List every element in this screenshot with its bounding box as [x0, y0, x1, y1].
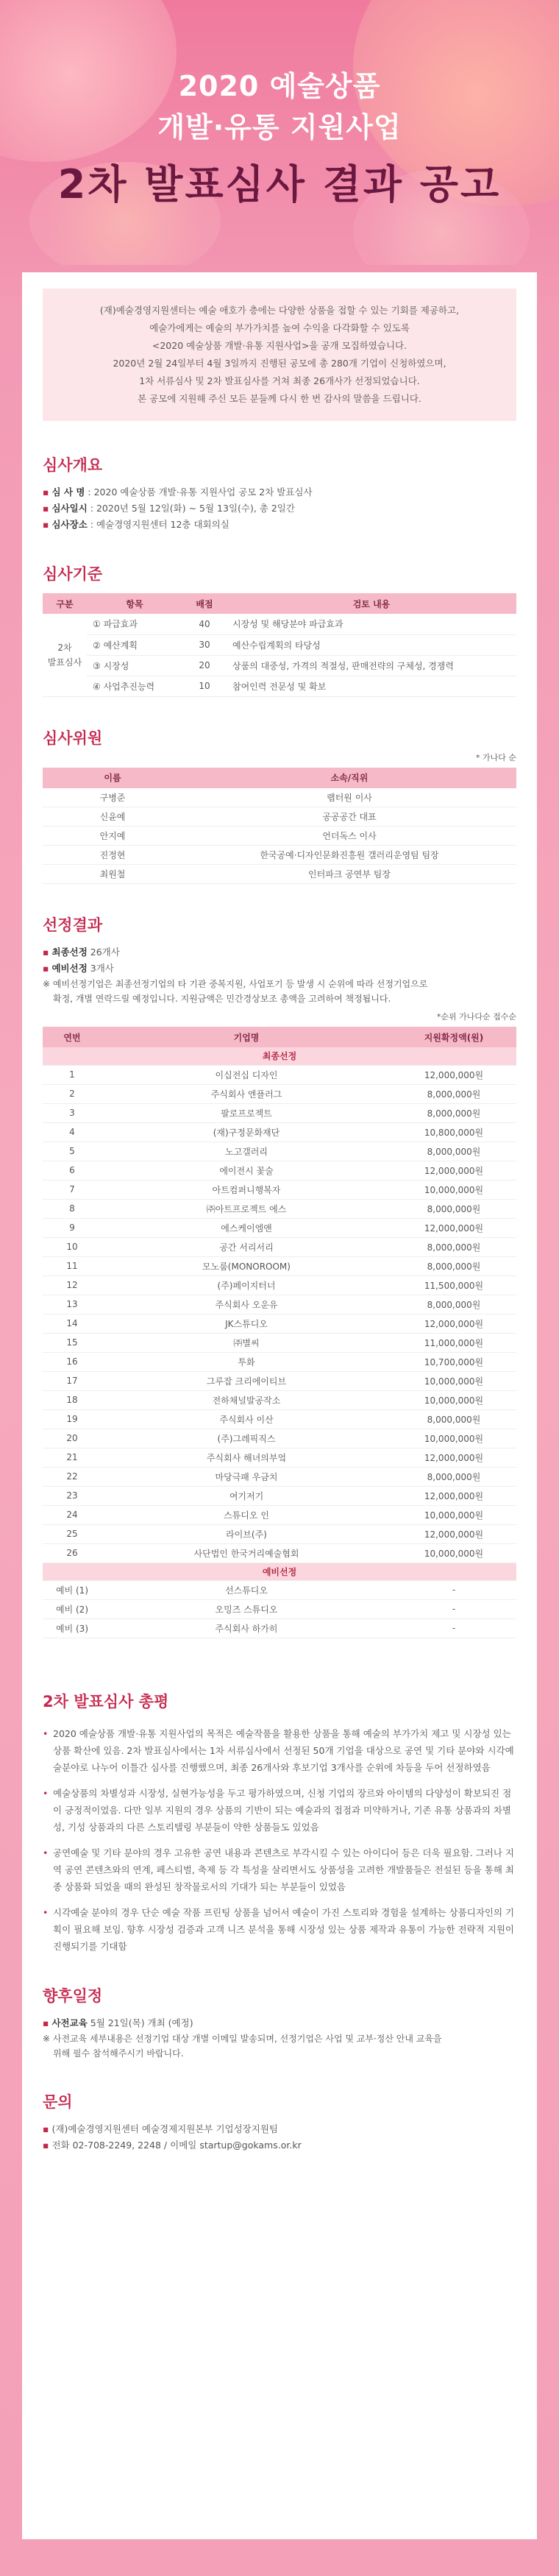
table-cell: 24 [43, 1505, 102, 1524]
result-summary: ▪ 예비선정 3개사 [43, 963, 114, 974]
table-cell: 주식회사 엔플러그 [102, 1084, 391, 1103]
table-cell: 14 [43, 1314, 102, 1333]
table-cell: 8,000,000원 [391, 1084, 516, 1103]
intro-line: 2020년 2월 24일부터 4월 3일까지 진행된 공모에 총 280개 기업이 신청하였으며, [113, 358, 446, 369]
table-cell: 전하채널발공작소 [102, 1390, 391, 1409]
review-section [43, 1690, 516, 1955]
result-note: ※ 예비선정기업은 최종선정기업의 타 기관 중복지원, 사업포기 등 발생 시 순위에 따라 선정기업으로 [43, 979, 428, 989]
table-cell: 17 [43, 1371, 102, 1390]
table-row [43, 1314, 516, 1333]
table-cell: 안지예 [43, 827, 182, 846]
table-cell: 1 [43, 1065, 102, 1084]
table-row [43, 1486, 516, 1505]
schedule-note: ※ 사전교육 세부내용은 선정기업 대상 개별 이메일 발송되며, 선정기업은 사업 및 교부·정산 안내 교육을 [43, 2033, 442, 2044]
table-cell: 한국공예·디자인문화진흥원 갤러리운영팀 팀장 [182, 846, 516, 865]
group-bar-reserve: 예비선정 [43, 1563, 516, 1580]
table-cell: 구병준 [43, 788, 182, 807]
table-cell: 예비 (3) [43, 1618, 102, 1638]
review-paragraph: • 예술상품의 차별성과 시장성, 실현가능성을 두고 평가하였으며, 신청 기업의 장르와 아이템의 다양성이 확보되진 점이 긍정적이었음. 다만 일부 지원의 경우 상품의 기반이 되는 예술과의 접점과 미약하거나, 기존 유통 상품과의 차별성, 기성 상품과의 다른 스토리텔링 부분들이 약한 상품들도 있었음 [43, 1785, 516, 1836]
table-row [43, 1505, 516, 1524]
table-cell: 12,000,000원 [391, 1486, 516, 1505]
contact-line: ▪ (재)예술경영지원센터 예술경제지원본부 기업성장지원팀 [43, 2123, 278, 2134]
review-paragraph: • 2020 예술상품 개발·유통 지원사업의 목적은 예술작품을 활용한 상품을 통해 예술의 부가가치 제고 및 시장성 있는 상품 확산에 있음. 2차 발표심사에서는 1차 서류심사에서 선정된 50개 기업을 대상으로 공연 및 기타 분야와 시각예술분야로 나누어 이틀간 심사를 진행했으며, 최종 26개사와 후보기업 3개사를 순위에 차등을 두어 선정하였음 [43, 1725, 516, 1776]
table-row [43, 1371, 516, 1390]
table-cell: 10,700,000원 [391, 1352, 516, 1371]
table-cell: 랩터원 이사 [182, 788, 516, 807]
intro-line: <2020 예술상품 개발·유통 지원사업>을 공개 모집하였습니다. [152, 340, 407, 351]
table-cell: 2 [43, 1084, 102, 1103]
table-cell: 사단법인 한국거리예술협회 [102, 1543, 391, 1563]
table-header: 지원확정액(원) [391, 1027, 516, 1047]
table-cell: - [391, 1580, 516, 1599]
contact-line: ▪ 전화 02-708-2249, 2248 / 이메일 startup@gokams.or.kr [43, 2139, 302, 2151]
criteria-desc: 참여인력 전문성 및 확보 [227, 676, 516, 696]
table-cell: 12,000,000원 [391, 1065, 516, 1084]
criteria-item: ③ 시장성 [87, 655, 182, 676]
table-cell: 3 [43, 1103, 102, 1122]
table-cell: 인터파크 공연부 팀장 [182, 865, 516, 884]
table-cell: 26 [43, 1543, 102, 1563]
overview-item: ▪ 심 사 명 : 2020 예술상품 개발·유통 지원사업 공모 2차 발표심사 [43, 486, 313, 498]
table-cell: 8,000,000원 [391, 1237, 516, 1256]
result-note: 확정, 개별 연락드릴 예정입니다. 지원금액은 민간경상보조 총액을 고려하여 책정됩니다. [53, 994, 391, 1004]
intro-line: 예술가에게는 예술의 부가가치를 높여 수익을 다각화할 수 있도록 [149, 322, 410, 333]
table-cell: 공간 서리서리 [102, 1237, 391, 1256]
order-note: *순위 가나다순 접수순 [436, 1012, 516, 1022]
group-bar-final: 최종선정 [43, 1047, 516, 1065]
table-cell: 8,000,000원 [391, 1103, 516, 1122]
table-row [43, 1333, 516, 1352]
table-cell: 10,000,000원 [391, 1543, 516, 1563]
table-row [43, 788, 516, 807]
criteria-item: ④ 사업추진능력 [87, 676, 182, 696]
table-row [43, 1524, 516, 1543]
table-cell: 4 [43, 1122, 102, 1142]
intro-line: (재)예술경영지원센터는 예술 애호가 층에는 다양한 상품을 접할 수 있는 기회를 제공하고, [99, 305, 460, 316]
table-cell: (주)페이지터너 [102, 1275, 391, 1295]
table-cell: 11,500,000원 [391, 1275, 516, 1295]
table-row [43, 1580, 516, 1599]
table-row [43, 807, 516, 827]
header-banner [0, 0, 559, 265]
table-cell: 공공공간 대표 [182, 807, 516, 827]
table-cell: 8,000,000원 [391, 1142, 516, 1161]
table-row [43, 1599, 516, 1618]
judges-table [43, 768, 516, 885]
table-cell: 진정현 [43, 846, 182, 865]
section-title: 심사위원 [43, 729, 103, 747]
table-row [43, 1103, 516, 1122]
table-cell: 7 [43, 1180, 102, 1199]
table-cell: 9 [43, 1218, 102, 1237]
criteria-desc: 상품의 대중성, 가격의 적절성, 판매전략의 구체성, 경쟁력 [227, 655, 516, 676]
table-cell: 주식회사 하가히 [102, 1618, 391, 1638]
table-row [43, 846, 516, 865]
table-cell: 그루잡 크리에이티브 [102, 1371, 391, 1390]
section-title: 문의 [43, 2092, 73, 2111]
table-header: 구분 [43, 593, 87, 614]
table-cell: 예비 (2) [43, 1599, 102, 1618]
table-cell: 10,800,000원 [391, 1122, 516, 1142]
table-cell: 10,000,000원 [391, 1371, 516, 1390]
table-header: 소속/직위 [182, 768, 516, 788]
table-row [43, 1161, 516, 1180]
criteria-group: 2차 발표심사 [43, 614, 87, 696]
table-row [43, 1409, 516, 1429]
table-cell: 13 [43, 1295, 102, 1314]
overview-item: ▪ 심사장소 : 예술경영지원센터 12층 대회의실 [43, 519, 229, 530]
table-cell: 10,000,000원 [391, 1180, 516, 1199]
table-row [43, 1275, 516, 1295]
table-cell: 8,000,000원 [391, 1467, 516, 1486]
table-row [43, 655, 516, 676]
table-cell: 20 [43, 1429, 102, 1448]
table-cell: 에스케이엠앤 [102, 1218, 391, 1237]
table-cell: 12,000,000원 [391, 1448, 516, 1467]
table-row [43, 1448, 516, 1467]
table-cell: 10,000,000원 [391, 1429, 516, 1448]
table-cell: 팔로프로젝트 [102, 1103, 391, 1122]
intro-line: 본 공모에 지원해 주신 모든 분들께 다시 한 번 감사의 말씀을 드립니다. [138, 393, 421, 404]
table-cell: 이십전십 디자인 [102, 1065, 391, 1084]
intro-line: 1차 서류심사 및 2차 발표심사를 거쳐 최종 26개사가 선정되었습니다. [139, 375, 420, 386]
content-card [22, 272, 537, 2539]
table-cell: (주)그레픽직스 [102, 1429, 391, 1448]
table-cell: 아트컴퍼니행복자 [102, 1180, 391, 1199]
table-cell: 라이브(주) [102, 1524, 391, 1543]
review-paragraph: • 공연예술 및 기타 분야의 경우 고유한 공연 내용과 콘텐츠로 부각시킬 수 있는 아이디어 등은 더욱 필요함. 그러나 지역 공연 콘텐츠와의 연계, 페스티벌, 축제 등 각 특성을 살리면서도 상품성을 고려한 개발품들은 전설된 등을 통해 최종 상품화 되었을 때의 완성된 창작물로서의 기대가 되는 부분들이 있었음 [43, 1844, 516, 1895]
table-cell: 주식회사 해녀의부엌 [102, 1448, 391, 1467]
table-row [43, 1618, 516, 1638]
table-cell: 12,000,000원 [391, 1314, 516, 1333]
table-row [43, 676, 516, 696]
criteria-table [43, 593, 516, 697]
table-row [43, 1390, 516, 1409]
table-cell: 8,000,000원 [391, 1409, 516, 1429]
table-cell: 에이전시 꽃술 [102, 1161, 391, 1180]
table-cell: 19 [43, 1409, 102, 1429]
table-cell: 마당극패 우금치 [102, 1467, 391, 1486]
judges-section [43, 726, 516, 885]
table-row [43, 1180, 516, 1199]
table-cell: 11,000,000원 [391, 1333, 516, 1352]
table-row [43, 1237, 516, 1256]
table-header: 연번 [43, 1027, 102, 1047]
table-row [43, 1543, 516, 1563]
table-cell: 16 [43, 1352, 102, 1371]
criteria-score: 20 [182, 655, 227, 676]
table-row [43, 614, 516, 634]
table-cell: 25 [43, 1524, 102, 1543]
result-summary: ▪ 최종선정 26개사 [43, 946, 120, 958]
table-cell: ㈜별씨 [102, 1333, 391, 1352]
section-title: 심사개요 [43, 456, 103, 474]
table-cell: 21 [43, 1448, 102, 1467]
criteria-section [43, 562, 516, 697]
table-cell: 11 [43, 1256, 102, 1275]
review-paragraph: • 시각예술 분야의 경우 단순 예술 작품 프린팅 상품을 넘어서 예술이 가진 스토리와 경험을 설계하는 상품디자인의 기획이 필요해 보임. 향후 시장성 검증과 고객 니즈 분석을 통해 시장성 있는 상품 제작과 유통이 가능한 전략적 지원이 진행되기를 기대함 [43, 1904, 516, 1955]
table-cell: 22 [43, 1467, 102, 1486]
table-cell: 선스튜디오 [102, 1580, 391, 1599]
table-cell: 오밍즈 스튜디오 [102, 1599, 391, 1618]
table-cell: 스튜디오 인 [102, 1505, 391, 1524]
criteria-score: 10 [182, 676, 227, 696]
table-header: 기업명 [102, 1027, 391, 1047]
table-row [43, 1295, 516, 1314]
criteria-item: ① 파급효과 [87, 614, 182, 634]
table-header: 검토 내용 [227, 593, 516, 614]
table-row [43, 1218, 516, 1237]
overview-section [43, 453, 516, 533]
table-row [43, 1199, 516, 1218]
table-row [43, 1084, 516, 1103]
table-header: 항목 [87, 593, 182, 614]
table-cell: 노고갤러리 [102, 1142, 391, 1161]
table-cell: JK스튜디오 [102, 1314, 391, 1333]
intro-box [43, 289, 516, 421]
table-cell: 12,000,000원 [391, 1218, 516, 1237]
section-title: 향후일정 [43, 1986, 103, 2005]
criteria-score: 40 [182, 614, 227, 634]
table-row [43, 1256, 516, 1275]
table-cell: - [391, 1599, 516, 1618]
table-cell: 23 [43, 1486, 102, 1505]
table-row [43, 1467, 516, 1486]
table-cell: 투화 [102, 1352, 391, 1371]
result-section [43, 913, 516, 1638]
table-row [43, 634, 516, 655]
section-title: 심사기준 [43, 565, 103, 583]
header-title-line2: 개발·유통 지원사업 [157, 111, 402, 144]
table-cell: 모노룸(MONOROOM) [102, 1256, 391, 1275]
result-table [43, 1027, 516, 1638]
table-cell: 주식회사 이산 [102, 1409, 391, 1429]
table-row [43, 865, 516, 884]
table-cell: 8,000,000원 [391, 1199, 516, 1218]
table-cell: 여기저기 [102, 1486, 391, 1505]
header-title-main: 2차 발표심사 결과 공고 [57, 161, 502, 208]
table-row [43, 1065, 516, 1084]
contact-section [43, 2090, 516, 2154]
table-row [43, 1429, 516, 1448]
header-title-line1: 2020 예술상품 [178, 70, 381, 102]
table-row [43, 827, 516, 846]
table-cell: 10,000,000원 [391, 1505, 516, 1524]
table-cell: ㈜아트프로젝트 에스 [102, 1199, 391, 1218]
table-cell: 8,000,000원 [391, 1295, 516, 1314]
table-cell: 언더독스 이사 [182, 827, 516, 846]
criteria-desc: 시장성 및 해당분야 파급효과 [227, 614, 516, 634]
table-cell: 신윤예 [43, 807, 182, 827]
criteria-item: ② 예산계획 [87, 634, 182, 655]
table-cell: 10 [43, 1237, 102, 1256]
overview-item: ▪ 심사일시 : 2020년 5월 12일(화) ~ 5월 13일(수), 총 2일간 [43, 503, 295, 514]
table-row [43, 1122, 516, 1142]
table-header: 배점 [182, 593, 227, 614]
table-cell: 8,000,000원 [391, 1256, 516, 1275]
table-cell: 10,000,000원 [391, 1390, 516, 1409]
table-row [43, 1352, 516, 1371]
criteria-score: 30 [182, 634, 227, 655]
judges-note: * 가나다 순 [476, 752, 516, 762]
table-cell: (재)구정문화재단 [102, 1122, 391, 1142]
section-title: 2차 발표심사 총평 [43, 1692, 169, 1710]
schedule-section [43, 1984, 516, 2061]
table-cell: 8 [43, 1199, 102, 1218]
section-title: 선정결과 [43, 916, 103, 934]
criteria-desc: 예산수립계획의 타당성 [227, 634, 516, 655]
schedule-item: ▪ 사전교육 5월 21일(목) 개최 (예정) [43, 2017, 193, 2028]
table-cell: 주식회사 오운유 [102, 1295, 391, 1314]
table-row [43, 1142, 516, 1161]
table-cell: 12 [43, 1275, 102, 1295]
table-cell: 최원철 [43, 865, 182, 884]
table-cell: 5 [43, 1142, 102, 1161]
table-header: 이름 [43, 768, 182, 788]
table-cell: - [391, 1618, 516, 1638]
table-cell: 12,000,000원 [391, 1524, 516, 1543]
table-cell: 12,000,000원 [391, 1161, 516, 1180]
table-cell: 6 [43, 1161, 102, 1180]
table-cell: 15 [43, 1333, 102, 1352]
table-cell: 예비 (1) [43, 1580, 102, 1599]
table-cell: 18 [43, 1390, 102, 1409]
schedule-note: 위해 필수 참석해주시기 바랍니다. [53, 2048, 184, 2059]
